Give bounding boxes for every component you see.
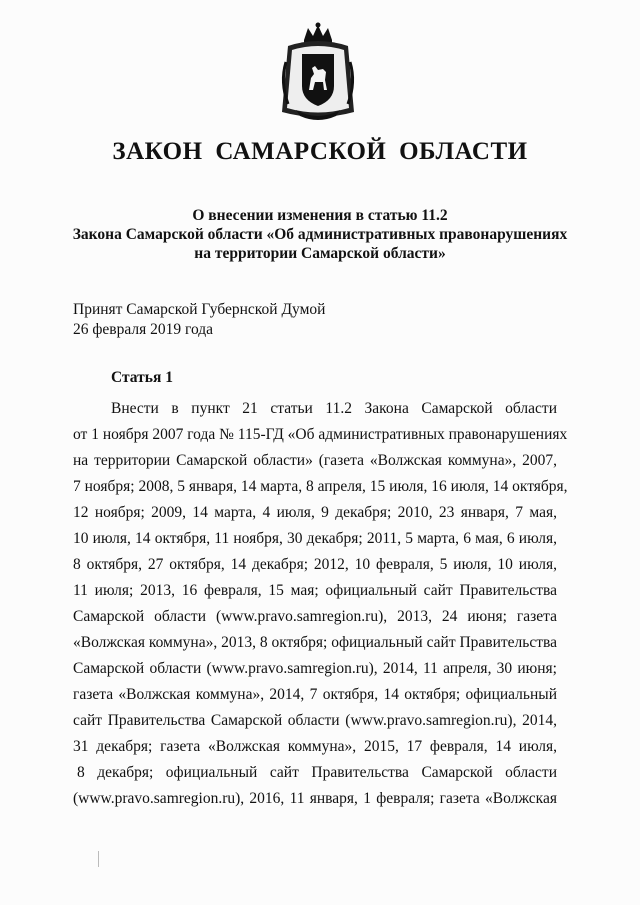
body-line: 10 июля, 14 октября, 11 ноября, 30 декабря; 2011, 5 марта, 6 мая, 6 июля, — [73, 530, 557, 547]
coat-of-arms-icon — [278, 22, 358, 124]
body-line: 12 ноября; 2009, 14 марта, 4 июля, 9 декабря; 2010, 23 января, 7 мая, — [73, 504, 557, 521]
body-line: (www.pravo.samregion.ru), 2016, 11 января, 1 февраля; газета «Волжская — [73, 790, 557, 807]
article-body — [73, 396, 568, 812]
body-line: 31 декабря; газета «Волжская коммуна», 2015, 17 февраля, 14 июля, — [73, 738, 557, 755]
subtitle-line: Закона Самарской области «Об административных правонарушениях — [72, 226, 568, 243]
body-line: Самарской области (www.pravo.samregion.ru), 2013, 24 июня; газета — [73, 608, 557, 625]
law-title: ЗАКОН САМАРСКОЙ ОБЛАСТИ — [112, 138, 528, 165]
body-line: Внести в пункт 21 статьи 11.2 Закона Самарской области — [111, 400, 557, 417]
body-line: от 1 ноября 2007 года № 115-ГД «Об административных правонарушениях — [73, 426, 568, 443]
body-line: газета «Волжская коммуна», 2014, 7 октября, 14 октября; официальный — [73, 686, 557, 703]
subtitle-line: на территории Самарской области» — [194, 245, 446, 262]
body-line: сайт Правительства Самарской области (www.pravo.samregion.ru), 2014, — [73, 712, 557, 729]
body-line: на территории Самарской области» (газета «Волжская коммуна», 2007, — [73, 452, 557, 469]
scan-artifact — [98, 851, 99, 867]
body-line: 11 июля; 2013, 16 февраля, 15 мая; официальный сайт Правительства — [73, 582, 557, 599]
adoption-line: Принят Самарской Губернской Думой — [73, 301, 326, 318]
body-line: 8 декабря; официальный сайт Правительства Самарской области — [77, 764, 557, 781]
body-line: Самарской области (www.pravo.samregion.ru), 2014, 11 апреля, 30 июня; — [73, 660, 557, 677]
body-line: «Волжская коммуна», 2013, 8 октября; официальный сайт Правительства — [73, 634, 558, 651]
subtitle-line: О внесении изменения в статью 11.2 — [192, 207, 448, 224]
adoption-date: 26 февраля 2019 года — [73, 321, 214, 338]
adoption-note — [73, 300, 325, 340]
article-heading: Статья 1 — [111, 369, 173, 386]
body-line: 7 ноября; 2008, 5 января, 14 марта, 8 апреля, 15 июля, 16 июля, 14 октября, — [73, 478, 568, 495]
law-subtitle — [60, 206, 580, 263]
body-line: 8 октября, 27 октября, 14 декабря; 2012, 10 февраля, 5 июля, 10 июля, — [73, 556, 557, 573]
